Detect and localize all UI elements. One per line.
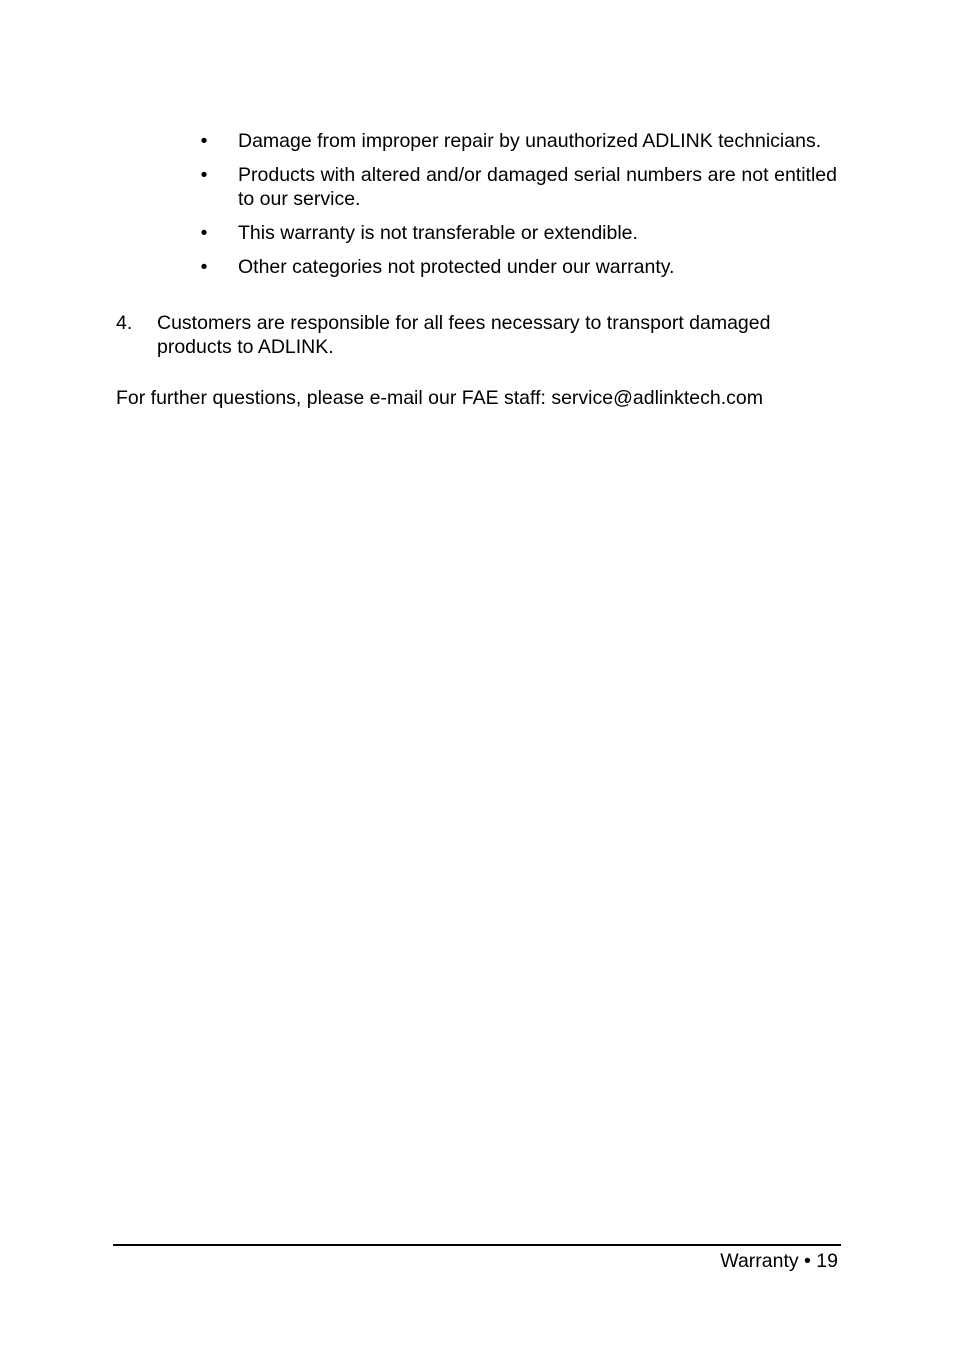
list-item	[197, 129, 837, 153]
list-number: 4.	[116, 312, 133, 334]
list-item-text: This warranty is not transferable or extendible.	[238, 222, 638, 244]
list-item	[197, 255, 837, 279]
bullet-icon: •	[200, 164, 208, 186]
bullet-icon: •	[200, 256, 208, 278]
bullet-icon: •	[200, 130, 208, 152]
list-item-text: Products with altered and/or damaged serial numbers are not entitled to our service.	[238, 164, 837, 210]
footer-divider	[113, 1244, 841, 1246]
list-item-text: Damage from improper repair by unauthorized ADLINK technicians.	[238, 130, 822, 152]
numbered-list-item	[116, 311, 837, 359]
list-item	[197, 221, 837, 245]
contact-paragraph: For further questions, please e-mail our FAE staff: service@adlinktech.com	[116, 387, 763, 409]
bullet-icon: •	[200, 222, 208, 244]
warranty-exclusions-list	[197, 129, 837, 289]
list-item-text: Other categories not protected under our warranty.	[238, 256, 675, 278]
numbered-item-text: Customers are responsible for all fees necessary to transport damaged products to ADLINK.	[157, 312, 771, 358]
list-item	[197, 163, 837, 211]
page-footer: Warranty • 19	[720, 1250, 838, 1272]
